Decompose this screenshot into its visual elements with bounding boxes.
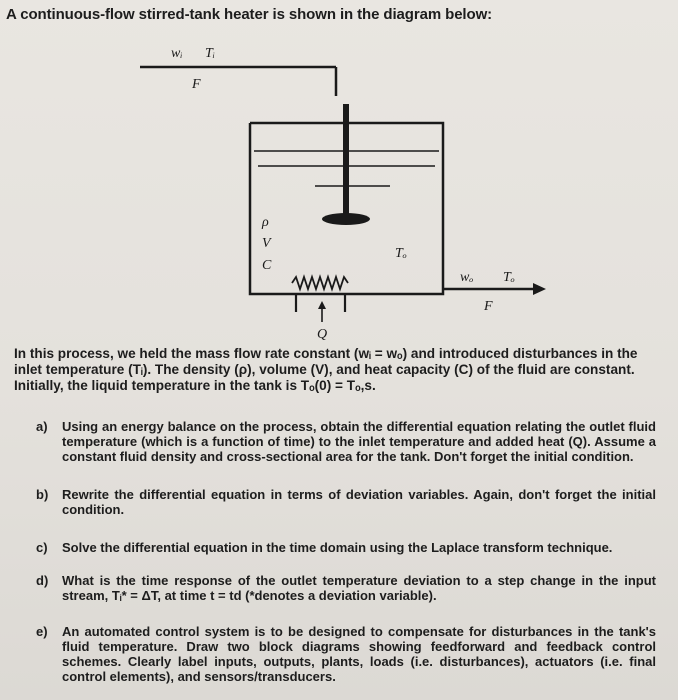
outlet-T-label: Tₒ bbox=[503, 270, 515, 285]
stirred-tank-diagram bbox=[0, 0, 678, 345]
outlet-F-label: F bbox=[484, 299, 493, 314]
heating-coil bbox=[292, 277, 348, 289]
question-label: c) bbox=[36, 540, 48, 555]
heat-capacity-label: C bbox=[262, 258, 272, 273]
question-b bbox=[36, 487, 656, 517]
heat-arrow-head bbox=[318, 301, 326, 309]
volume-label: V bbox=[262, 236, 271, 251]
question-d bbox=[36, 573, 656, 603]
outlet-arrow bbox=[533, 283, 546, 295]
question-text: An automated control system is to be designed to compensate for disturbances in the tank's fluid temperature. Draw two block diagrams showing feedforward and feedback control schemes. Clearly label inputs, outputs, plants, loads (i.e. disturbances), actuators (i.e. final control elements), and sensors/transducers. bbox=[62, 624, 656, 684]
question-label: d) bbox=[36, 573, 49, 588]
question-label: b) bbox=[36, 487, 49, 502]
inlet-F-label: F bbox=[192, 77, 201, 92]
intro-paragraph: In this process, we held the mass flow rate constant (wᵢ = wₒ) and introduced disturbances in the inlet temperature (Tᵢ). The density (ρ), volume (V), and heat capacity (C) of the fluid are constant. Initially, the liquid temperature in the tank is Tₒ(0) = Tₒ,s. bbox=[14, 346, 638, 393]
heat-label: Q bbox=[317, 327, 328, 342]
density-label: ρ bbox=[262, 215, 269, 230]
question-text: Solve the differential equation in the time domain using the Laplace transform technique. bbox=[62, 540, 613, 555]
question-text: Rewrite the differential equation in terms of deviation variables. Again, don't forget the initial condition. bbox=[62, 487, 656, 517]
outlet-w-label: wₒ bbox=[460, 270, 474, 285]
question-text: Using an energy balance on the process, obtain the differential equation relating the outlet fluid temperature (which is a function of time) to the inlet temperature and added heat (Q). Assume a constant fluid density and cross-sectional area for the tank. Don't forget the initial condition. bbox=[62, 419, 656, 464]
question-label: e) bbox=[36, 624, 48, 639]
inlet-T-label: Tᵢ bbox=[205, 46, 216, 61]
question-a bbox=[36, 419, 656, 464]
question-c bbox=[36, 540, 656, 555]
tank-temperature-label: Tₒ bbox=[395, 246, 407, 261]
page-title: A continuous-flow stirred-tank heater is shown in the diagram below: bbox=[6, 6, 493, 23]
impeller bbox=[322, 213, 370, 225]
inlet-w-label: wᵢ bbox=[171, 46, 183, 61]
question-label: a) bbox=[36, 419, 48, 434]
question-e bbox=[36, 624, 656, 684]
question-text: What is the time response of the outlet temperature deviation to a step change in the input stream, Tᵢ* = ΔT, at time t = td (*denotes a deviation variable). bbox=[62, 573, 656, 603]
